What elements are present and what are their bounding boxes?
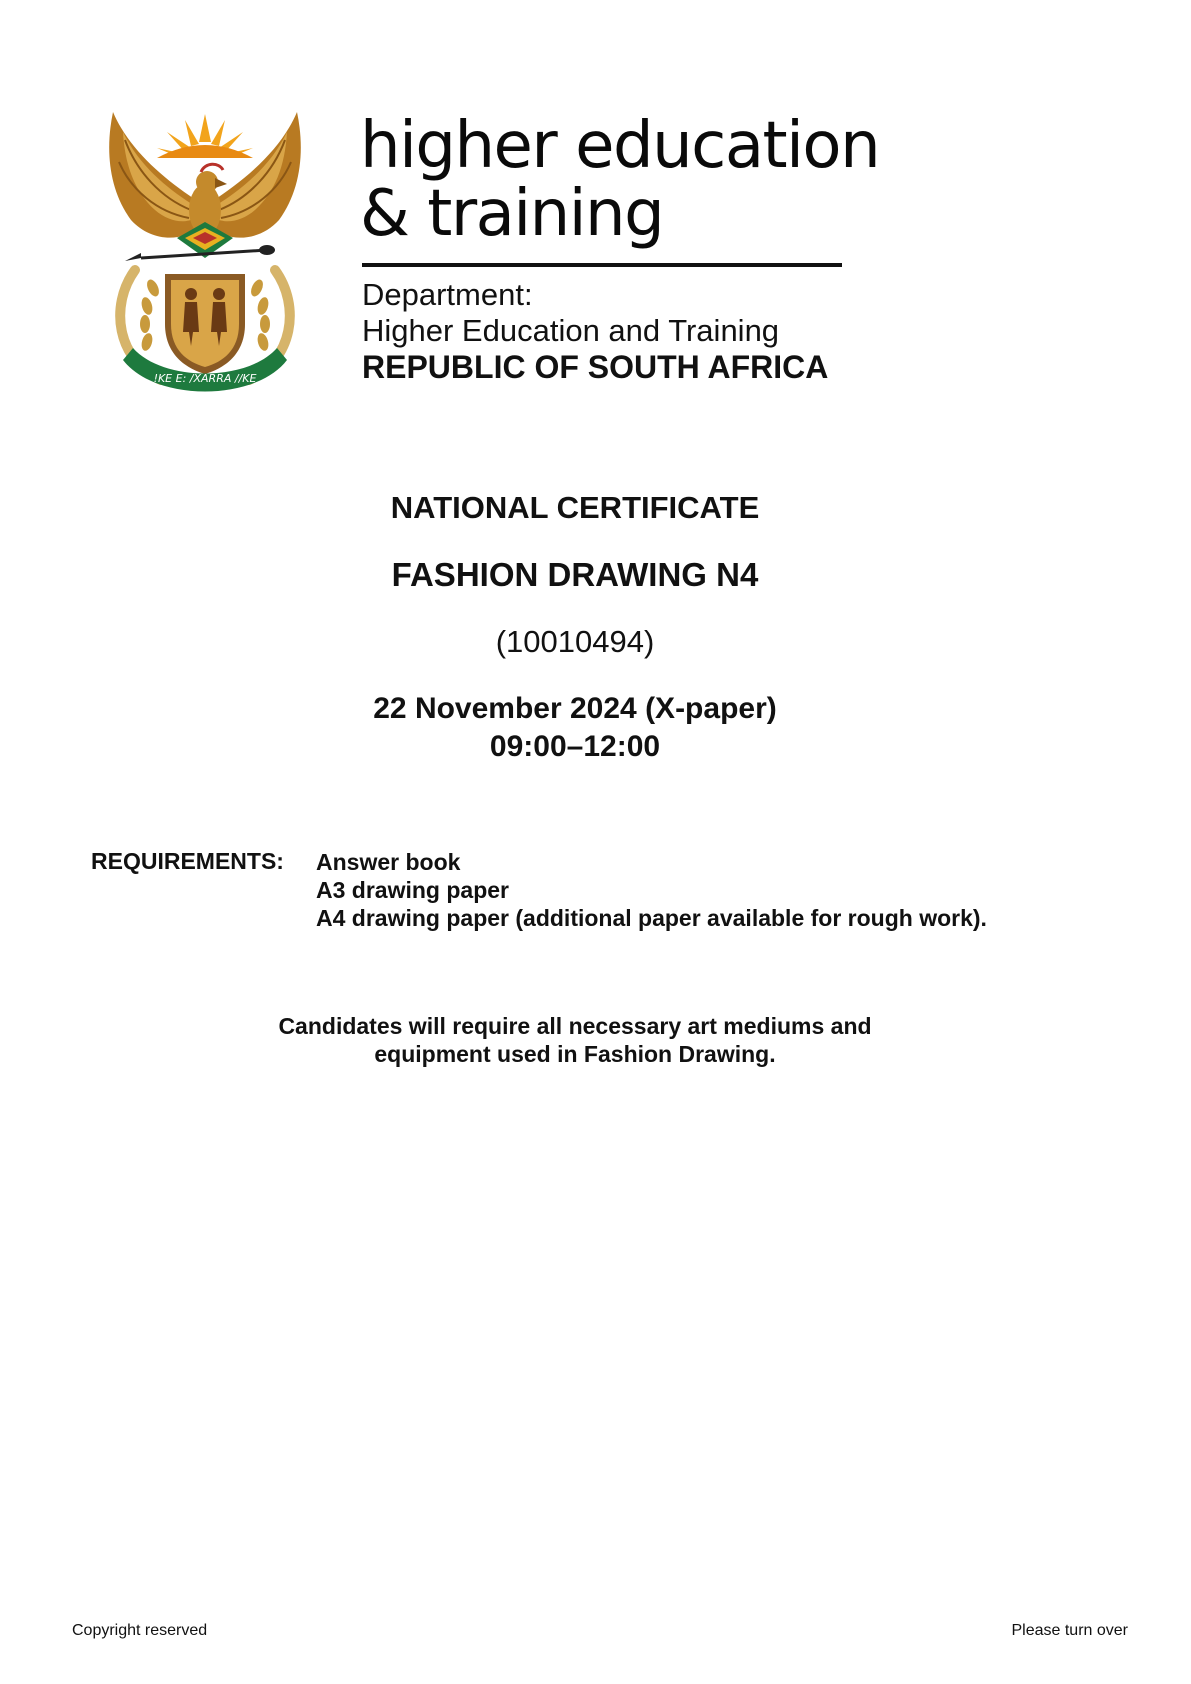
- department-block: [362, 277, 862, 385]
- subject-code: (10010494): [495, 624, 655, 659]
- exam-date: 22 November 2024 (X-paper): [373, 692, 777, 725]
- certificate-title: NATIONAL CERTIFICATE: [390, 490, 760, 525]
- svg-text:!KE E: /XARRA //KE: !KE E: /XARRA //KE: [153, 372, 257, 385]
- notice-line-1: Candidates will require all necessary art mediums and: [278, 1013, 872, 1039]
- brand-divider: [362, 263, 842, 267]
- requirements-label: REQUIREMENTS:: [91, 848, 284, 874]
- coat-of-arms-icon: [95, 110, 315, 400]
- department-name: Higher Education and Training: [362, 313, 780, 348]
- requirements-list: [316, 848, 987, 932]
- brand-wordmark: [360, 109, 880, 251]
- subject-title: FASHION DRAWING N4: [391, 556, 759, 593]
- brand-line-2: & training: [360, 177, 664, 251]
- exam-date-block: [0, 690, 1150, 766]
- department-label: Department:: [362, 277, 533, 312]
- country-name: REPUBLIC OF SOUTH AFRICA: [362, 349, 829, 385]
- notice-line-2: equipment used in Fashion Drawing.: [374, 1041, 776, 1067]
- turn-over-footer: Please turn over: [1011, 1622, 1128, 1639]
- copyright-footer: Copyright reserved: [72, 1622, 208, 1639]
- list-item: Answer book: [316, 849, 461, 875]
- list-item: A3 drawing paper: [316, 877, 509, 903]
- list-item: A4 drawing paper (additional paper available for rough work).: [316, 905, 987, 931]
- brand-line-1: higher education: [360, 109, 880, 183]
- exam-time: 09:00–12:00: [489, 730, 661, 763]
- candidates-notice: [0, 1012, 1150, 1068]
